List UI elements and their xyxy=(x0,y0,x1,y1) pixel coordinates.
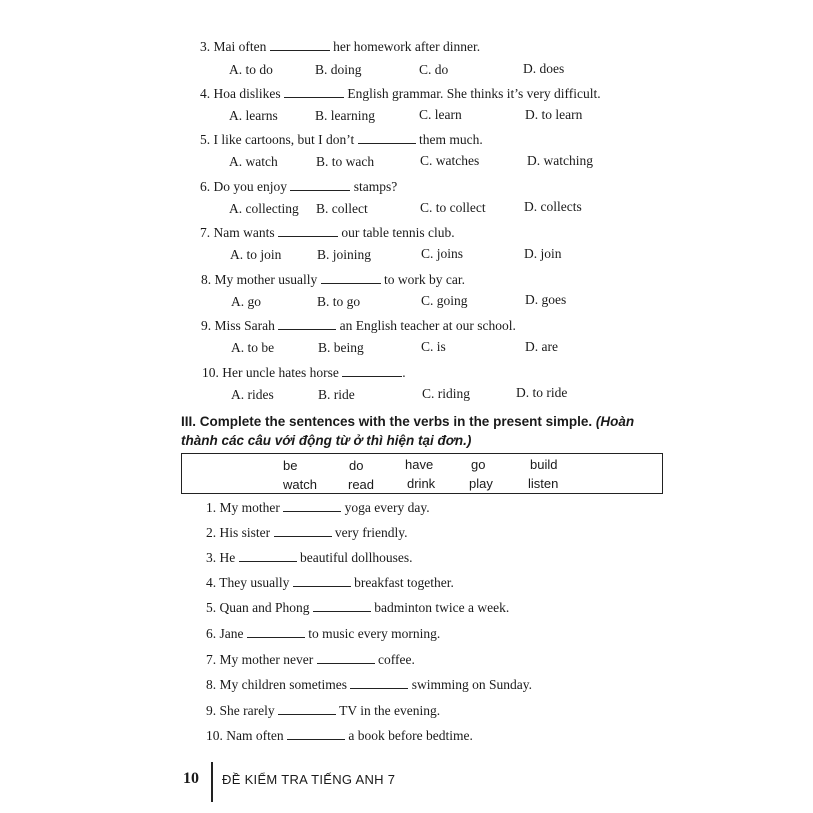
sentence-number: 10. xyxy=(206,728,223,743)
option-c[interactable]: C. is xyxy=(421,339,446,354)
sentence-2 xyxy=(206,525,407,541)
sentence-1 xyxy=(206,500,430,516)
answer-blank[interactable] xyxy=(313,600,371,612)
answer-blank[interactable] xyxy=(321,272,381,284)
sentence-number: 6. xyxy=(206,626,217,641)
option-d[interactable]: D. watching xyxy=(527,153,593,168)
option-a[interactable]: A. watch xyxy=(229,154,278,169)
answer-blank[interactable] xyxy=(239,550,297,562)
option-b[interactable]: B. to wach xyxy=(316,154,375,169)
sentence-text-after: coffee. xyxy=(377,652,415,667)
section-heading-english: III. Complete the sentences with the verbs in the present simple. xyxy=(181,414,593,429)
option-b[interactable]: B. to go xyxy=(317,294,361,309)
option-b[interactable]: B. collect xyxy=(316,201,368,216)
answer-blank[interactable] xyxy=(317,652,375,664)
sentence-text-before: He xyxy=(219,550,236,565)
question-8 xyxy=(201,272,465,288)
question-text-after: them much. xyxy=(418,132,483,147)
sentence-5 xyxy=(206,600,509,616)
sentence-number: 2. xyxy=(206,525,217,540)
question-text-after: an English teacher at our school. xyxy=(339,318,516,333)
question-text-before: Mai often xyxy=(213,39,267,54)
answer-blank[interactable] xyxy=(278,703,336,715)
sentence-text-before: My mother xyxy=(219,500,280,515)
answer-blank[interactable] xyxy=(287,728,345,740)
sentence-text-after: TV in the evening. xyxy=(339,703,441,718)
sentence-text-after: yoga every day. xyxy=(344,500,430,515)
question-number: 4. xyxy=(200,86,211,101)
sentence-text-before: Nam often xyxy=(226,728,284,743)
question-4 xyxy=(200,86,601,102)
question-text-before: I like cartoons, but I don’t xyxy=(213,132,355,147)
option-b[interactable]: B. learning xyxy=(315,108,375,123)
word-box-item: build xyxy=(530,457,558,472)
question-9 xyxy=(201,318,516,334)
sentence-text-before: Jane xyxy=(219,626,244,641)
sentence-10 xyxy=(206,728,473,744)
option-a[interactable]: A. collecting xyxy=(229,201,299,216)
sentence-text-before: They usually xyxy=(219,575,290,590)
word-box-item: do xyxy=(349,458,364,473)
option-c[interactable]: C. do xyxy=(419,62,449,77)
option-c[interactable]: C. to collect xyxy=(420,200,486,215)
sentence-number: 1. xyxy=(206,500,217,515)
page-number: 10 xyxy=(183,770,199,787)
word-box xyxy=(181,453,663,494)
answer-blank[interactable] xyxy=(350,677,408,689)
sentence-3 xyxy=(206,550,412,566)
option-c[interactable]: C. going xyxy=(421,293,468,308)
sentence-4 xyxy=(206,575,454,591)
sentence-text-before: She rarely xyxy=(219,703,275,718)
sentence-text-after: a book before bedtime. xyxy=(348,728,473,743)
option-b[interactable]: B. doing xyxy=(315,62,362,77)
sentence-number: 4. xyxy=(206,575,217,590)
option-b[interactable]: B. ride xyxy=(318,387,355,402)
book-title: ĐỀ KIỂM TRA TIẾNG ANH 7 xyxy=(222,772,396,787)
option-a[interactable]: A. to be xyxy=(231,340,275,355)
option-a[interactable]: A. learns xyxy=(229,108,278,123)
sentence-text-after: swimming on Sunday. xyxy=(411,677,532,692)
answer-blank[interactable] xyxy=(270,39,330,51)
word-box-item: listen xyxy=(528,476,559,491)
option-d[interactable]: D. to ride xyxy=(516,385,568,400)
sentence-text-after: beautiful dollhouses. xyxy=(300,550,413,565)
question-text-before: My mother usually xyxy=(214,272,318,287)
option-d[interactable]: D. to learn xyxy=(525,107,583,122)
option-a[interactable]: A. to join xyxy=(230,247,282,262)
question-text-after: to work by car. xyxy=(384,272,465,287)
option-b[interactable]: B. joining xyxy=(317,247,372,262)
word-box-item: have xyxy=(405,457,434,472)
question-number: 8. xyxy=(201,272,212,287)
option-c[interactable]: C. learn xyxy=(419,107,462,122)
sentence-number: 5. xyxy=(206,600,217,615)
sentence-text-after: badminton twice a week. xyxy=(374,600,510,615)
sentence-text-before: My mother never xyxy=(219,652,314,667)
question-number: 10. xyxy=(202,365,219,380)
answer-blank[interactable] xyxy=(290,179,350,191)
sentence-text-before: Quan and Phong xyxy=(219,600,310,615)
sentence-6 xyxy=(206,626,440,642)
footer-divider xyxy=(211,762,213,802)
sentence-8 xyxy=(206,677,532,693)
word-box-item: drink xyxy=(407,476,436,491)
sentence-text-after: to music every morning. xyxy=(308,626,441,641)
option-d[interactable]: D. are xyxy=(525,339,558,354)
question-text-before: Miss Sarah xyxy=(214,318,275,333)
option-c[interactable]: C. watches xyxy=(420,153,480,168)
question-text-after: English grammar. She thinks it’s very difficult. xyxy=(347,86,601,101)
question-text-after: her homework after dinner. xyxy=(333,39,481,54)
question-text-after: stamps? xyxy=(353,179,398,194)
word-box-item: read xyxy=(348,477,375,492)
question-text-before: Hoa dislikes xyxy=(213,86,281,101)
sentence-text-before: His sister xyxy=(219,525,271,540)
answer-blank[interactable] xyxy=(278,225,338,237)
answer-blank[interactable] xyxy=(342,365,402,377)
sentence-number: 7. xyxy=(206,652,217,667)
question-6 xyxy=(200,179,397,195)
option-d[interactable]: D. collects xyxy=(524,199,582,214)
sentence-text-after: very friendly. xyxy=(334,525,408,540)
section-3-heading xyxy=(181,412,661,450)
sentence-text-before: My children sometimes xyxy=(219,677,347,692)
option-a[interactable]: A. to do xyxy=(229,62,273,77)
question-10 xyxy=(202,365,406,381)
option-a[interactable]: A. go xyxy=(231,294,261,309)
sentence-7 xyxy=(206,652,415,668)
question-number: 3. xyxy=(200,39,211,54)
option-a[interactable]: A. rides xyxy=(231,387,274,402)
word-box-item: watch xyxy=(283,477,317,492)
option-d[interactable]: D. join xyxy=(524,246,562,261)
sentence-9 xyxy=(206,703,440,719)
question-number: 7. xyxy=(200,225,211,240)
answer-blank[interactable] xyxy=(293,575,351,587)
answer-blank[interactable] xyxy=(358,132,416,144)
sentence-number: 8. xyxy=(206,677,217,692)
sentence-text-after: breakfast together. xyxy=(354,575,454,590)
question-number: 5. xyxy=(200,132,211,147)
answer-blank[interactable] xyxy=(274,525,332,537)
question-text-after: . xyxy=(402,365,406,380)
question-text-before: Her uncle hates horse xyxy=(222,365,339,380)
word-box-item: play xyxy=(469,476,493,491)
question-text-after: our table tennis club. xyxy=(341,225,455,240)
answer-blank[interactable] xyxy=(283,500,341,512)
word-box-item: go xyxy=(471,457,486,472)
sentence-number: 3. xyxy=(206,550,217,565)
question-text-before: Nam wants xyxy=(213,225,275,240)
option-b[interactable]: B. being xyxy=(318,340,364,355)
sentence-number: 9. xyxy=(206,703,217,718)
answer-blank[interactable] xyxy=(278,318,336,330)
word-box-item: be xyxy=(283,458,298,473)
option-c[interactable]: C. riding xyxy=(422,386,471,401)
question-number: 9. xyxy=(201,318,212,333)
question-5 xyxy=(200,132,483,148)
option-c[interactable]: C. joins xyxy=(421,246,464,261)
question-text-before: Do you enjoy xyxy=(213,179,287,194)
answer-blank[interactable] xyxy=(284,86,344,98)
question-number: 6. xyxy=(200,179,211,194)
question-7 xyxy=(200,225,455,241)
option-d[interactable]: D. goes xyxy=(525,292,567,307)
section-heading-vietnamese: (Hoàn thành các câu với động từ ở thì hiện tại đơn.) xyxy=(181,414,635,448)
option-d[interactable]: D. does xyxy=(523,61,565,76)
answer-blank[interactable] xyxy=(247,626,305,638)
question-3 xyxy=(200,39,480,55)
